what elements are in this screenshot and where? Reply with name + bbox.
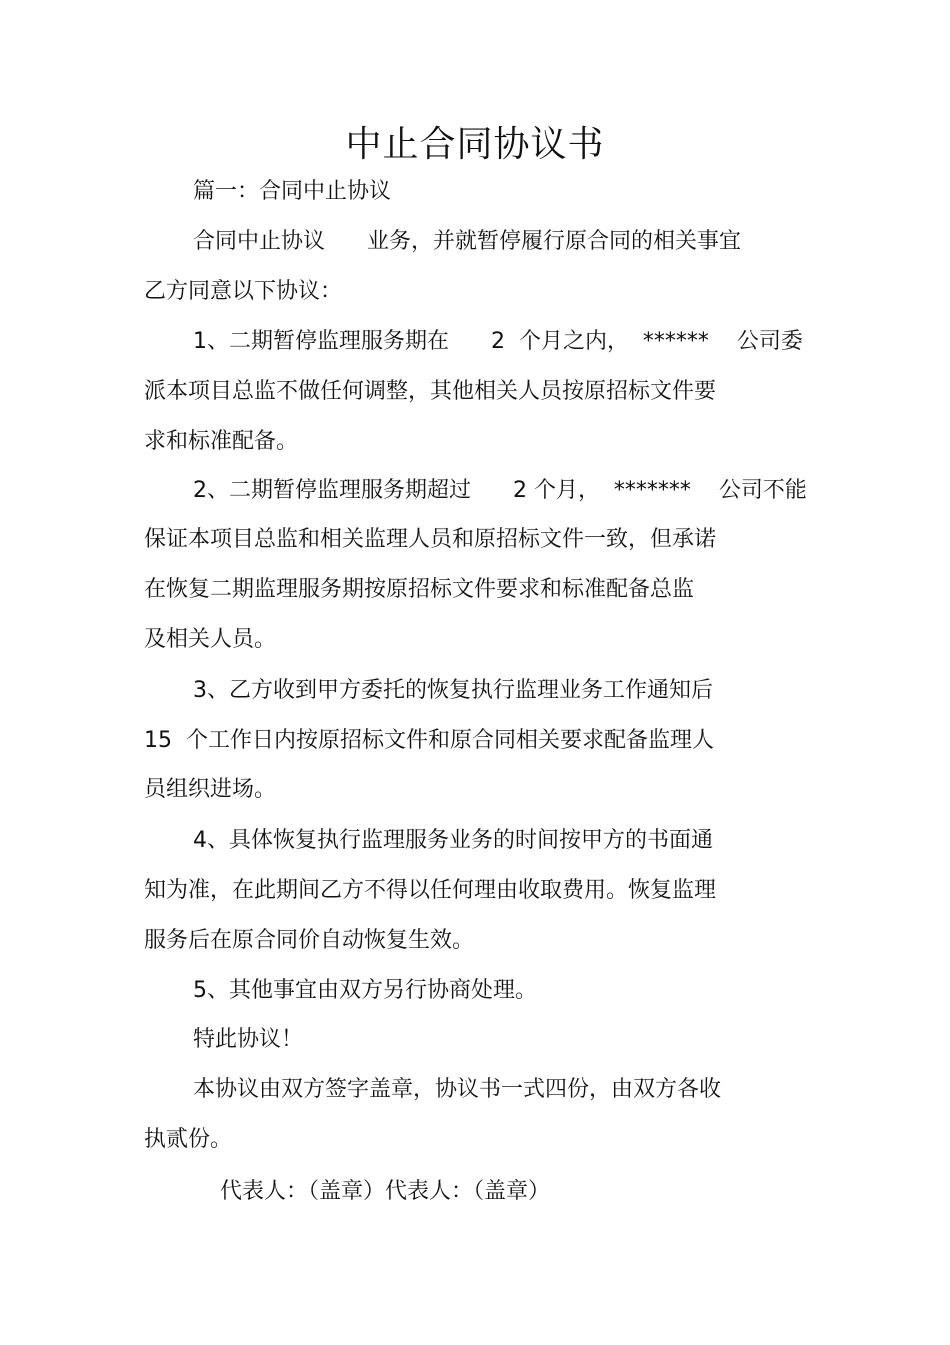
clause-3-line: 员组织进场。: [144, 777, 277, 802]
clause-3-line: 3、乙方收到甲方委托的恢复执行监理业务工作通知后: [193, 678, 713, 703]
copies-paragraph-line: 本协议由双方签字盖章，协议书一式四份，由双方各收: [193, 1077, 722, 1102]
clause-4-line: 知为准，在此期间乙方不得以任何理由收取费用。恢复监理: [144, 878, 717, 903]
clause-1-line: 求和标准配备。: [144, 429, 299, 454]
clause-4-line: 4、具体恢复执行监理服务业务的时间按甲方的书面通: [193, 828, 713, 853]
clause-1-line: 1、二期暂停监理服务期在 2 个月之内， ****** 公司委: [193, 329, 803, 354]
clause-2-line: 2、二期暂停监理服务期超过 2 个月， ******* 公司不能: [193, 478, 807, 503]
clause-4-line: 服务后在原合同价自动恢复生效。: [144, 928, 475, 953]
section-heading: 篇一：合同中止协议: [193, 179, 392, 204]
clause-1-line: 派本项目总监不做任何调整，其他相关人员按原招标文件要: [144, 379, 717, 404]
clause-2-line: 保证本项目总监和相关监理人员和原招标文件一致，但承诺: [144, 527, 717, 552]
clause-2-line: 在恢复二期监理服务期按原招标文件要求和标准配备总监: [144, 577, 695, 602]
copies-paragraph-line: 执贰份。: [144, 1127, 233, 1152]
closing-statement: 特此协议！: [193, 1027, 304, 1052]
clause-2-line: 及相关人员。: [144, 627, 277, 652]
clause-5-line: 5、其他事宜由双方另行协商处理。: [193, 978, 537, 1003]
document-title: 中止合同协议书: [345, 124, 605, 165]
intro-paragraph-line: 乙方同意以下协议：: [144, 279, 343, 304]
intro-paragraph-line: 合同中止协议 业务，并就暂停履行原合同的相关事宜: [193, 229, 741, 254]
clause-3-line: 15 个工作日内按原招标文件和原合同相关要求配备监理人: [144, 728, 714, 753]
signature-line: 代表人：（盖章）代表人：（盖章）: [220, 1179, 551, 1204]
